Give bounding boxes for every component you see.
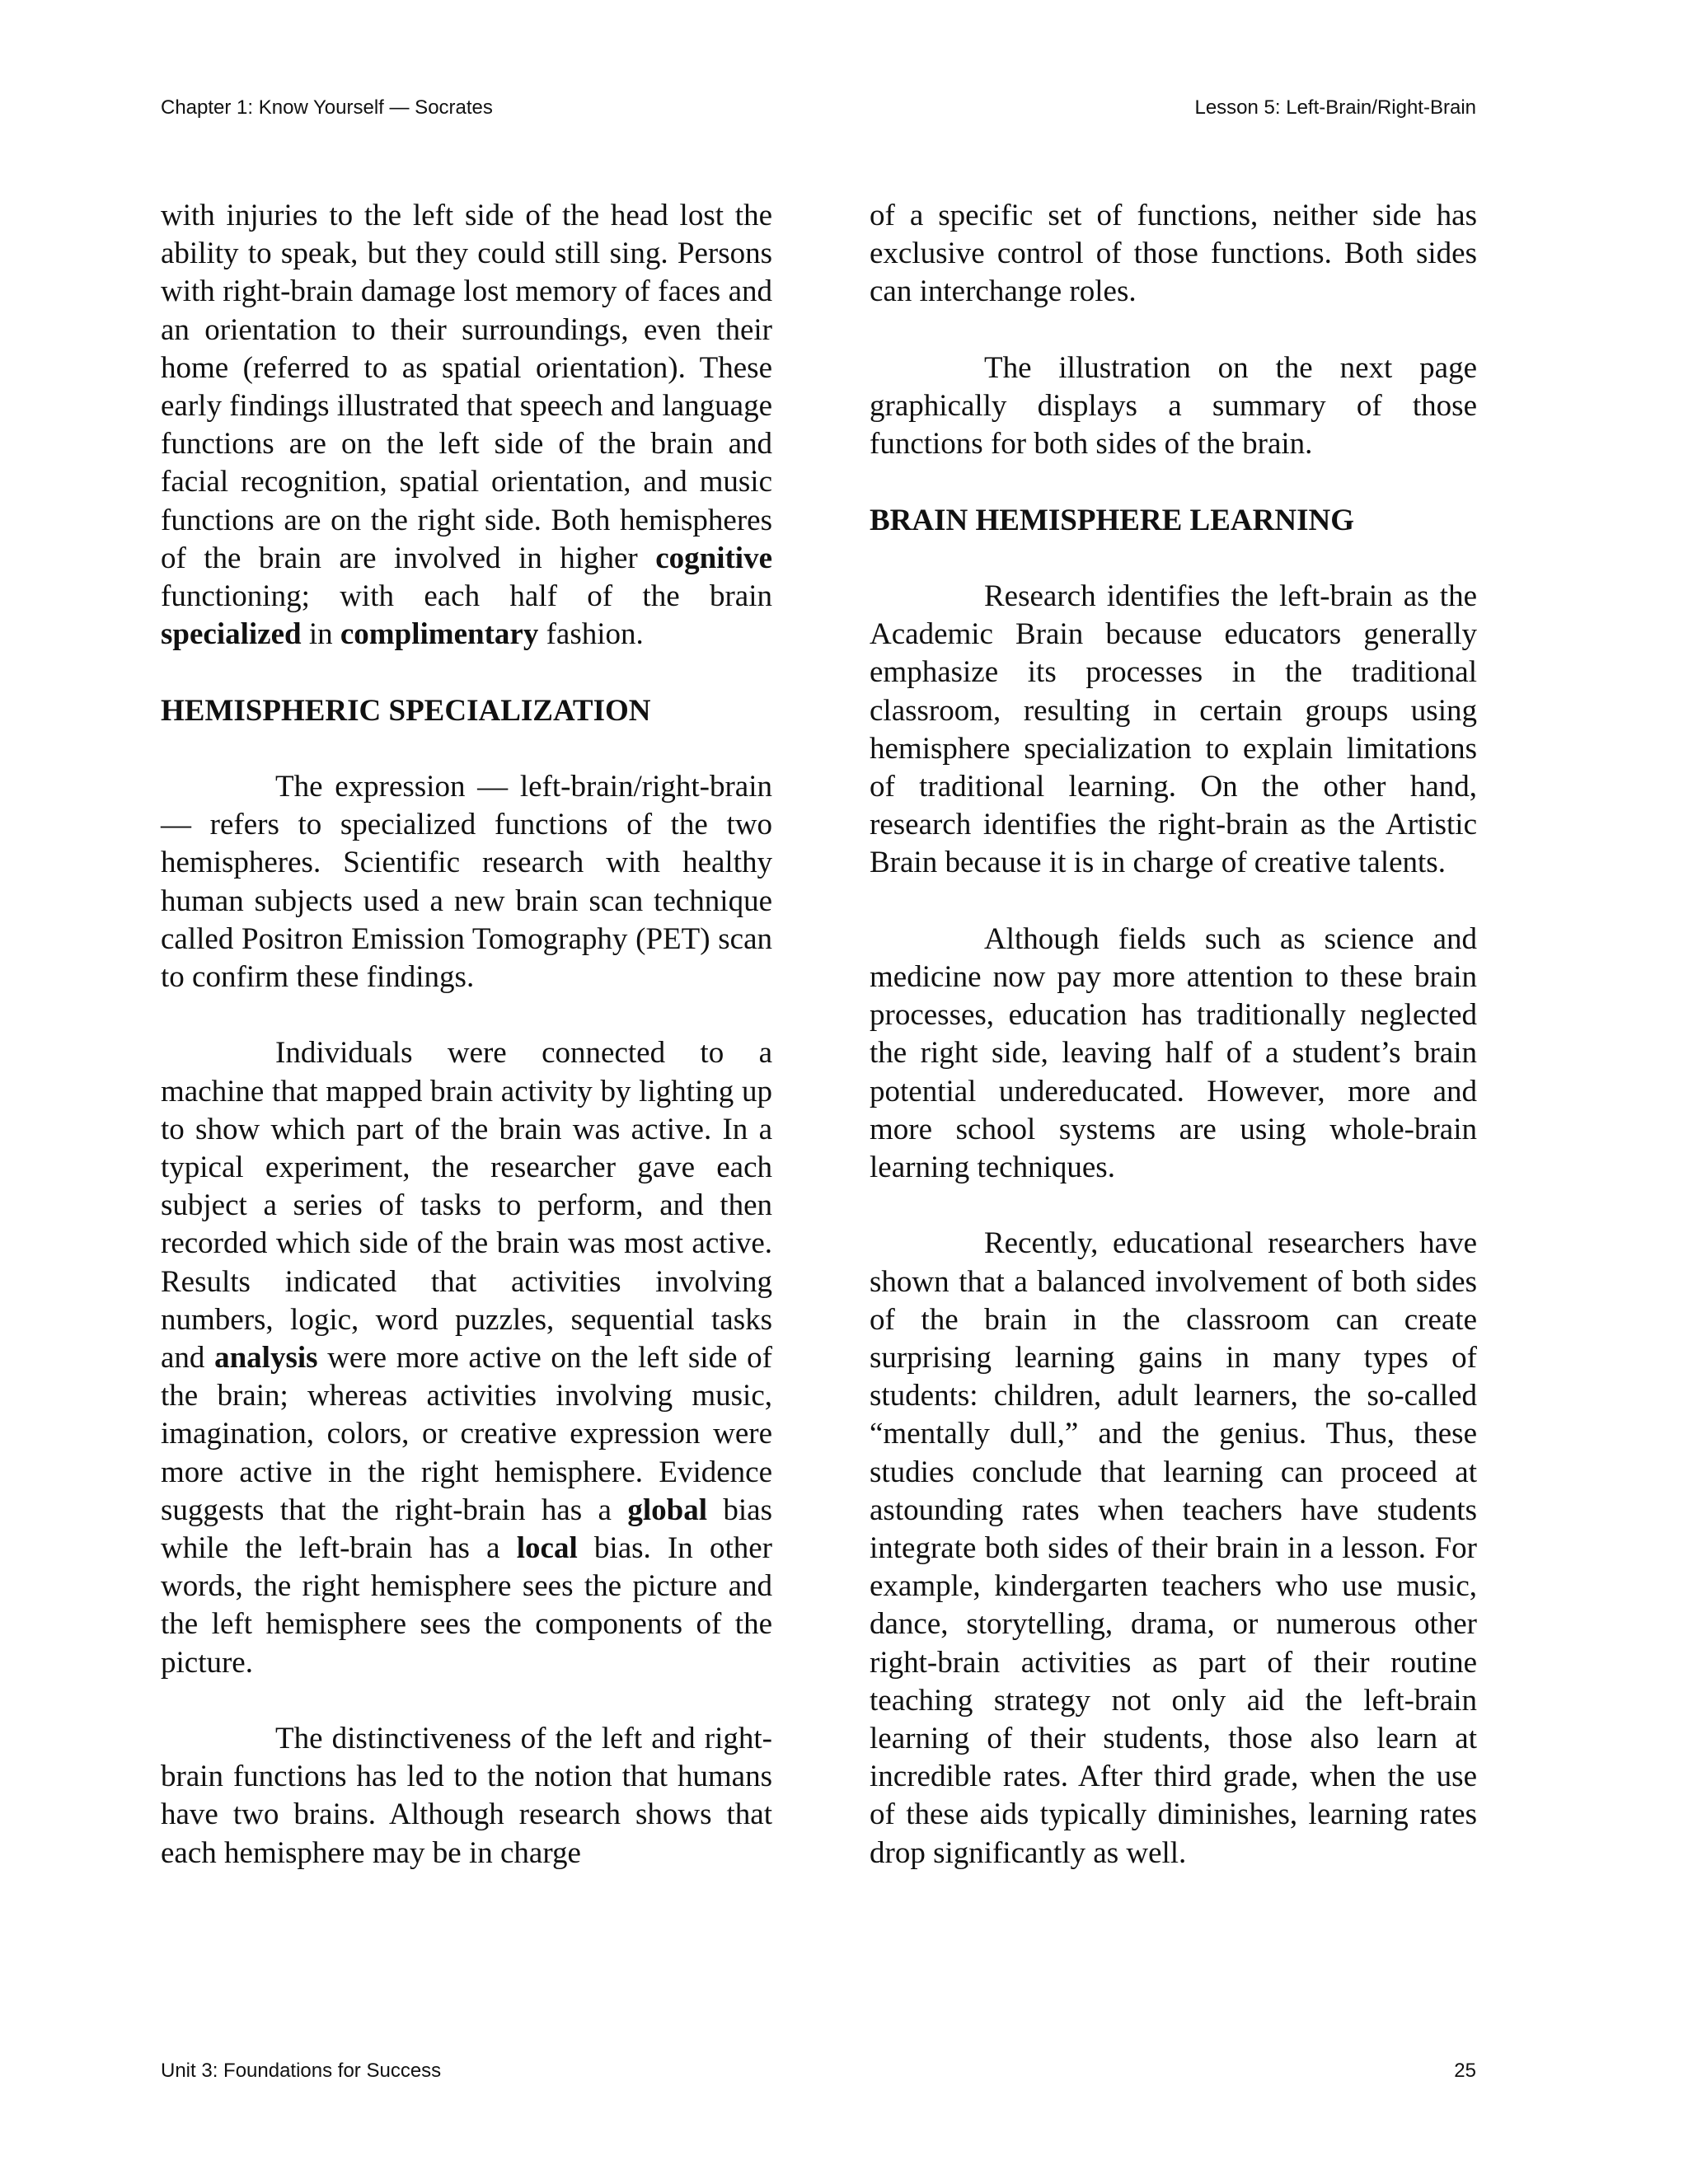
bold-term-cognitive: cognitive bbox=[655, 541, 772, 575]
text-run: bias. In other words, the right hemisphere sees the picture and the left hemisphere sees the components of the picture. bbox=[161, 1531, 772, 1680]
text-run: in bbox=[301, 617, 340, 652]
running-header-lesson: Lesson 5: Left-Brain/Right-Brain bbox=[1194, 96, 1476, 119]
paragraph-brain-injury bbox=[161, 197, 772, 654]
paragraph-individuals bbox=[161, 1034, 772, 1681]
bold-term-local: local bbox=[516, 1531, 578, 1566]
text-run: bias while the left-brain has a bbox=[161, 1493, 772, 1566]
left-column bbox=[161, 197, 772, 1872]
paragraph-although: Although fields such as science and medicine now pay more attention to these brain processes, education has traditionally neglected the right side, leaving half of a student’s brain potential undereducated. However, more and more school systems are using whole-brain learning techniques. bbox=[870, 921, 1477, 1185]
paragraph-recently: Recently, educational researchers have shown that a balanced involvement of both sides of the brain in the classroom can create surprising learning gains in many types of students: children, adult learners, the so-called “mentally dull,” and the genius. Thus, these studies conclude that learning can proceed at astounding rates when teachers have students integrate both sides of their brain in a lesson. For example, kindergarten teachers who use music, dance, storytelling, drama, or numerous other right-brain activities as part of their routine teaching strategy not only aid the left-brain learning of their students, those also learn at incredible rates. After third grade, when the use of these aids typically diminishes, learning rates drop significantly as well. bbox=[870, 1226, 1477, 1870]
running-footer-unit: Unit 3: Foundations for Success bbox=[161, 2060, 442, 2082]
bold-term-analysis: analysis bbox=[214, 1341, 318, 1376]
text-run: functioning; with each half of the brain bbox=[161, 579, 772, 614]
text-run: Individuals were connected to a machine that mapped brain activity by lighting up to show which part of the brain was active. In a typical experiment, the researcher gave each subject a series of tasks to perform, and then recorded which side of the brain was most active. Results indicated that activities involving numbers, logic, word puzzles, sequential tasks and bbox=[161, 1036, 772, 1376]
page-number: 25 bbox=[1454, 2060, 1476, 2082]
text-run: were more active on the left side of the brain; whereas activities involving music, imagination, colors, or creative expression were more active in the right hemisphere. Evidence suggests that the right-brain has a bbox=[161, 1341, 772, 1527]
paragraph-specific-functions: of a specific set of functions, neither side has exclusive control of those functions. Both sides can interchange roles. bbox=[870, 199, 1477, 309]
text-run: with injuries to the left side of the head lost the ability to speak, but they could still sing. Persons with right-brain damage lost memory of faces and an orientation to their surroundings, even their home (referred to as spatial orientation). These early findings illustrated that speech and language functions are on the left side of the brain and facial recognition, spatial orientation, and music functions are on the right side. Both hemispheres of the brain are involved in higher bbox=[161, 199, 772, 575]
paragraph-distinctiveness: The distinctiveness of the left and right-brain functions has led to the notion that humans have two brains. Although research shows that each hemisphere may be in charge bbox=[161, 1722, 772, 1870]
section-heading-hemispheric-specialization: HEMISPHERIC SPECIALIZATION bbox=[161, 693, 651, 728]
bold-term-complimentary: complimentary bbox=[340, 617, 539, 652]
text-run: fashion. bbox=[538, 617, 644, 652]
paragraph-expression: The expression — left-brain/right-brain — refers to specialized functions of the two hemispheres. Scientific research with healthy human subjects used a new brain scan technique called Positron Emission Tomography (PET) scan to confirm these findings. bbox=[161, 770, 772, 995]
bold-term-specialized: specialized bbox=[161, 617, 302, 652]
paragraph-illustration: The illustration on the next page graphically displays a summary of those functions for both sides of the brain. bbox=[870, 350, 1477, 462]
right-column bbox=[870, 197, 1477, 1872]
running-header-chapter: Chapter 1: Know Yourself — Socrates bbox=[161, 96, 493, 119]
bold-term-global: global bbox=[627, 1493, 707, 1527]
paragraph-research: Research identifies the left-brain as the Academic Brain because educators generally emphasize its processes in the traditional classroom, resulting in certain groups using hemisphere specialization to explain limitations of traditional learning. On the other hand, research identifies the right-brain as the Artistic Brain because it is in charge of creative talents. bbox=[870, 579, 1477, 880]
section-heading-brain-hemisphere-learning: BRAIN HEMISPHERE LEARNING bbox=[870, 503, 1354, 537]
